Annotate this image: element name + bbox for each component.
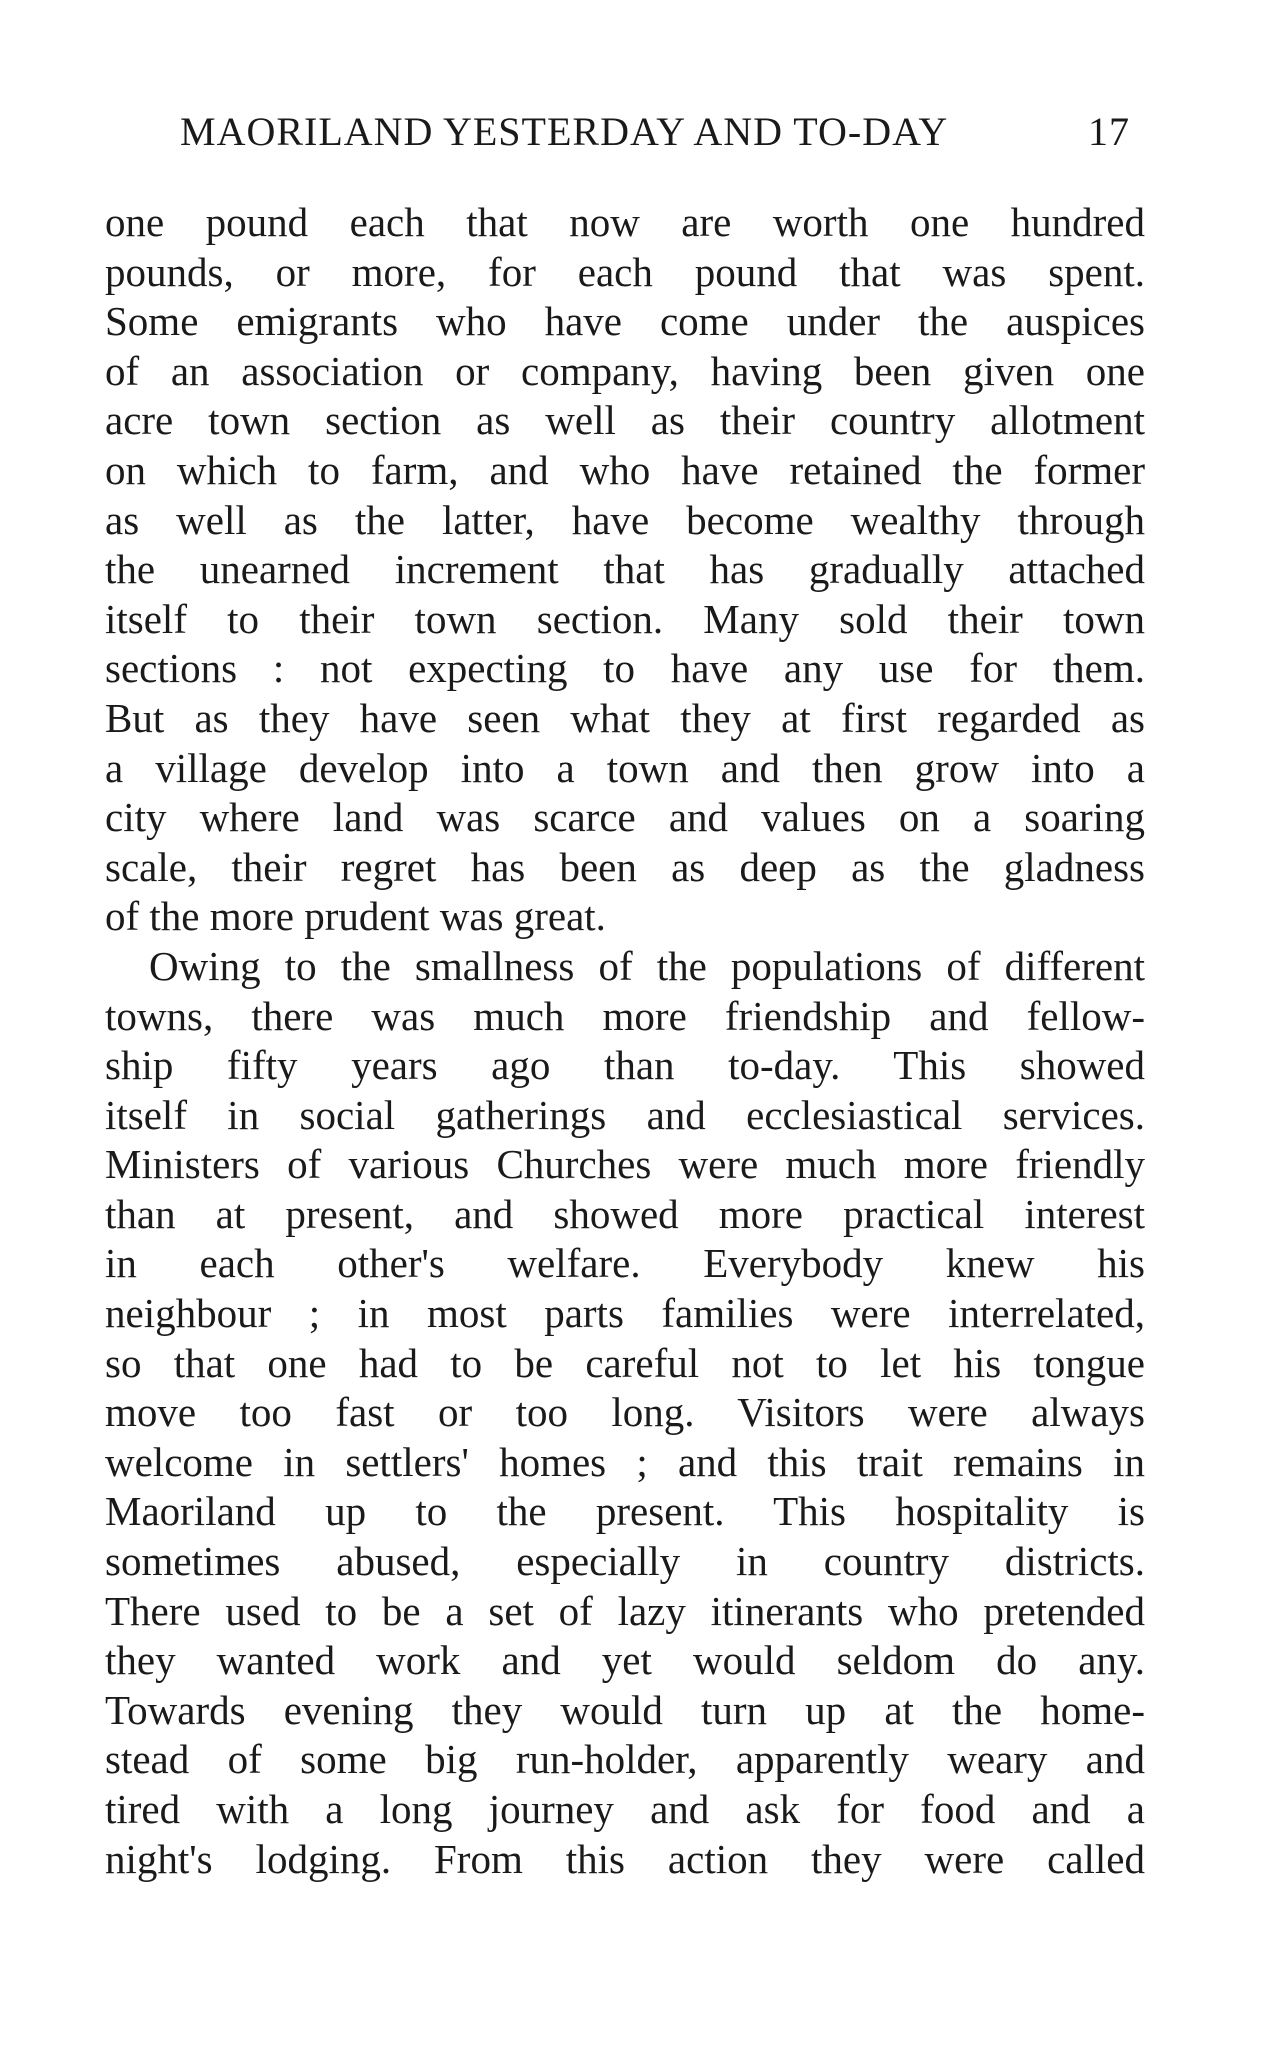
text-line: pounds, or more, for each pound that was spent. bbox=[105, 248, 1145, 295]
text-line: a village develop into a town and then grow into a bbox=[105, 744, 1145, 791]
text-line: sections : not expecting to have any use for them. bbox=[105, 645, 1145, 692]
text-line: than at present, and showed more practical interest bbox=[105, 1190, 1145, 1237]
text-line: one pound each that now are worth one hundred bbox=[105, 199, 1145, 245]
text-line: But as they have seen what they at first regarded as bbox=[105, 694, 1145, 741]
text-line: on which to farm, and who have retained the former bbox=[105, 446, 1145, 493]
running-header bbox=[180, 108, 1130, 168]
text-line: of the more prudent was great. bbox=[105, 893, 606, 940]
running-title: MAORILAND YESTERDAY AND TO-DAY bbox=[180, 109, 949, 154]
text-line: acre town section as well as their country allotment bbox=[105, 397, 1145, 444]
text-line: they wanted work and yet would seldom do any. bbox=[105, 1637, 1145, 1684]
text-line: neighbour ; in most parts families were interrelated, bbox=[105, 1290, 1145, 1337]
text-line: as well as the latter, have become wealthy through bbox=[105, 496, 1145, 543]
text-line: There used to be a set of lazy itinerants who pretended bbox=[105, 1587, 1145, 1634]
text-line: in each other's welfare. Everybody knew his bbox=[105, 1240, 1145, 1287]
text-line: of an association or company, having been given one bbox=[105, 347, 1145, 394]
text-line: night's lodging. From this action they were called bbox=[105, 1835, 1145, 1882]
text-line: so that one had to be careful not to let his tongue bbox=[105, 1339, 1145, 1386]
text-line: the unearned increment that has gradually attached bbox=[105, 546, 1145, 593]
paragraph bbox=[105, 942, 1145, 1884]
text-line: Some emigrants who have come under the auspices bbox=[105, 298, 1145, 345]
text-line: stead of some big run-holder, apparently weary and bbox=[105, 1736, 1145, 1783]
text-line: towns, there was much more friendship and fellow- bbox=[105, 992, 1145, 1039]
text-line: ship fifty years ago than to-day. This showed bbox=[105, 1042, 1145, 1089]
text-line: Ministers of various Churches were much more friendly bbox=[105, 1141, 1145, 1188]
text-line: itself to their town section. Many sold their town bbox=[105, 595, 1145, 642]
text-line: itself in social gatherings and ecclesiastical services. bbox=[105, 1091, 1145, 1138]
text-line: move too fast or too long. Visitors were always bbox=[105, 1389, 1145, 1436]
text-line: scale, their regret has been as deep as the gladness bbox=[105, 843, 1145, 890]
text-line: tired with a long journey and ask for food and a bbox=[105, 1786, 1145, 1832]
body-text bbox=[105, 198, 1145, 1884]
page-number: 17 bbox=[1088, 109, 1130, 154]
paragraph bbox=[105, 198, 1145, 942]
text-line: Owing to the smallness of the populations of different bbox=[149, 942, 1145, 989]
text-line: Towards evening they would turn up at the home- bbox=[105, 1686, 1145, 1733]
text-line: sometimes abused, especially in country districts. bbox=[105, 1538, 1145, 1585]
text-line: Maoriland up to the present. This hospitality is bbox=[105, 1488, 1145, 1535]
text-line: welcome in settlers' homes ; and this trait remains in bbox=[105, 1438, 1145, 1485]
text-line: city where land was scarce and values on a soaring bbox=[105, 794, 1145, 841]
